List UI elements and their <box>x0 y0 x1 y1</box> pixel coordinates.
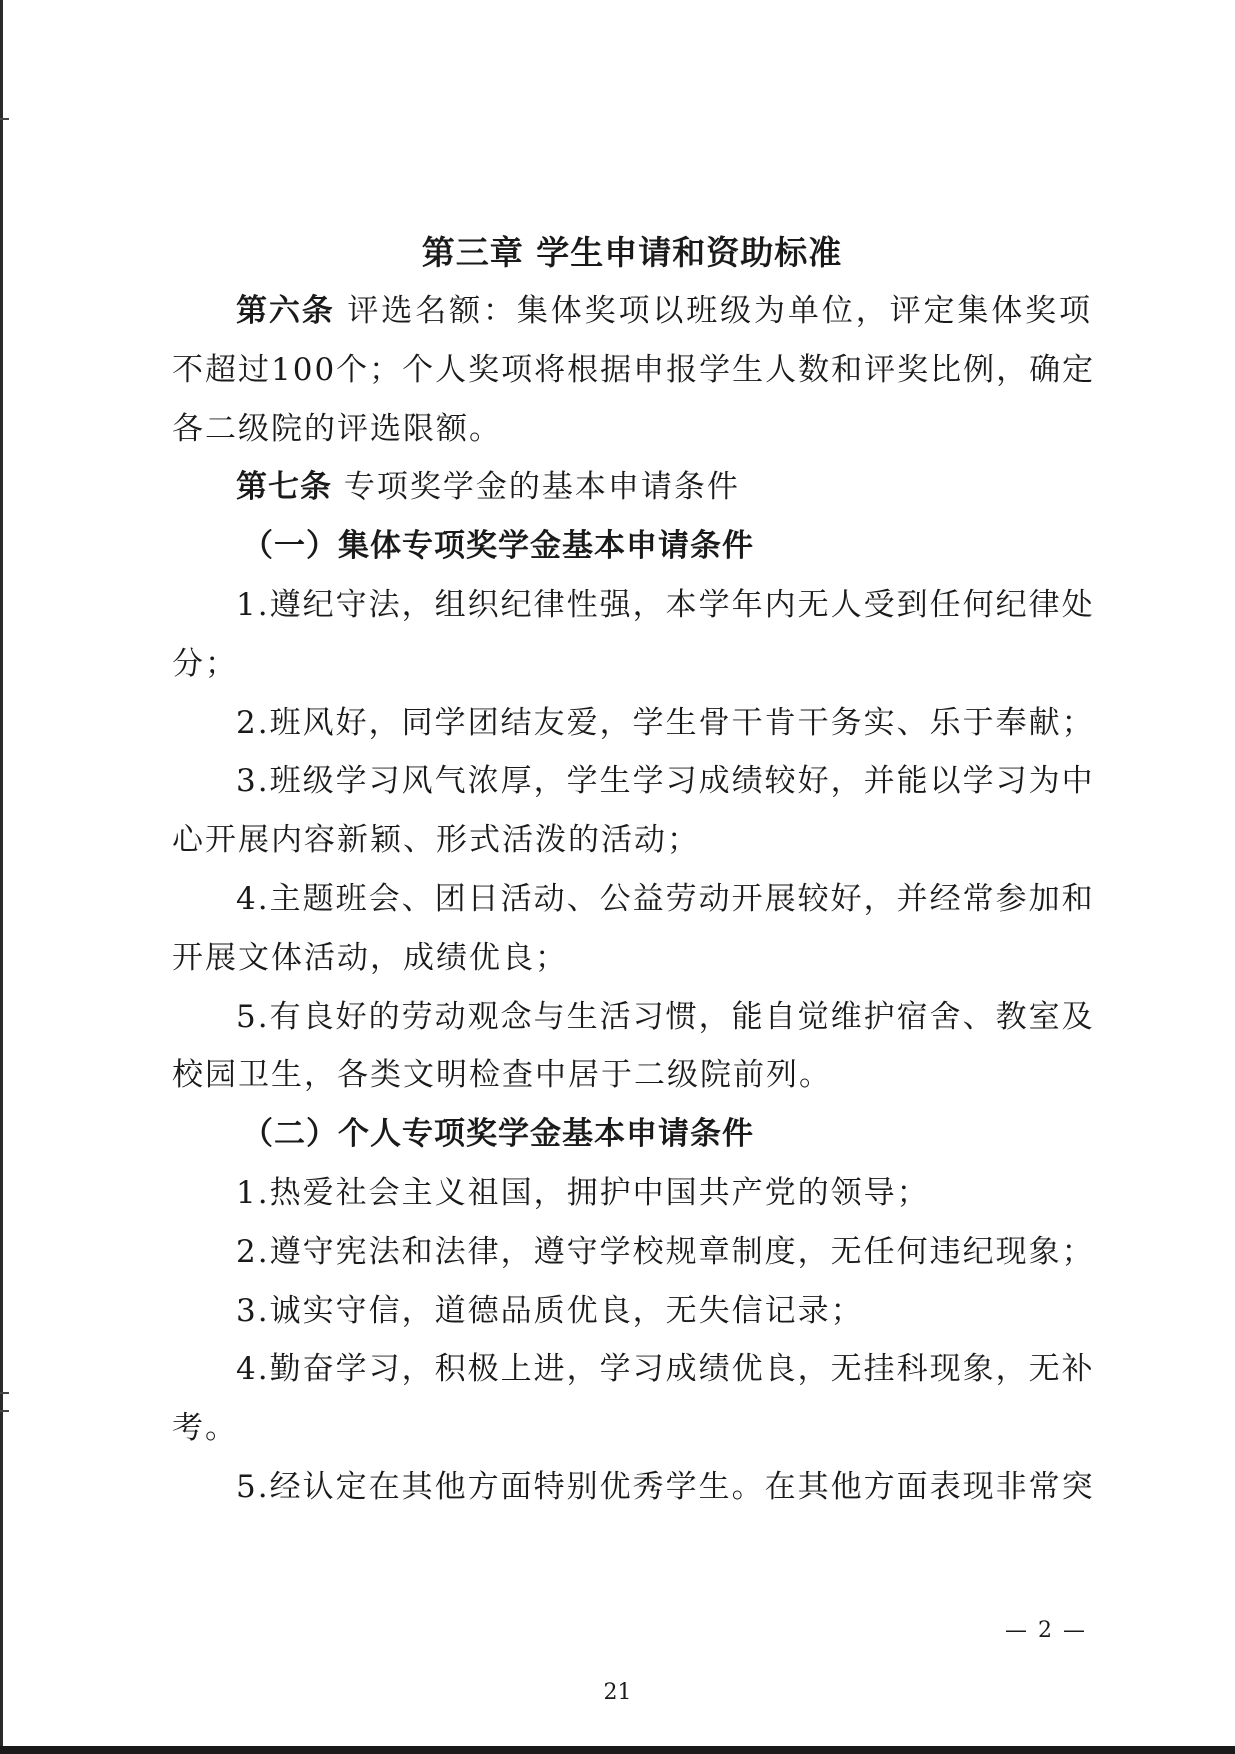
margin-mark <box>0 1392 9 1394</box>
footer-page-number: 21 <box>603 1680 632 1705</box>
document-body <box>172 224 1096 1517</box>
scan-edge-bottom <box>0 1746 1235 1754</box>
section-2-item-2-line-1: 2.遵守宪法和法律，遵守学校规章制度，无任何违纪现象； <box>236 1233 1095 1270</box>
section-2-heading: （二）个人专项奖学金基本申请条件 <box>242 1116 754 1153</box>
inner-page-number: — 2 — <box>1005 1618 1087 1643</box>
section-1-item-3-line-2: 心开展内容新颖、形式活泼的活动； <box>172 822 700 859</box>
article-7-text-1: 专项奖学金的基本申请条件 <box>343 469 740 506</box>
section-1-item-4-line-2: 开展文体活动，成绩优良； <box>172 939 568 976</box>
section-2-item-5-line-1: 5.经认定在其他方面特别优秀学生。在其他方面表现非常突 <box>236 1468 1095 1505</box>
margin-mark <box>0 118 9 120</box>
article-6-line-2: 不超过100个；个人奖项将根据申报学生人数和评奖比例，确定 <box>172 351 1096 388</box>
margin-mark <box>0 1410 9 1412</box>
section-1-item-5-line-2: 校园卫生，各类文明检查中居于二级院前列。 <box>172 1057 832 1094</box>
article-6-label: 第六条 <box>236 293 335 329</box>
section-1-item-1-line-2: 分； <box>172 645 238 682</box>
article-6-line-3: 各二级院的评选限额。 <box>172 410 502 447</box>
section-1-item-3-line-1: 3.班级学习风气浓厚，学生学习成绩较好，并能以学习为中 <box>236 763 1095 800</box>
section-2-item-3-line-1: 3.诚实守信，道德品质优良，无失信记录； <box>236 1292 864 1329</box>
section-2-item-1-line-1: 1.热爱社会主义祖国，拥护中国共产党的领导； <box>236 1174 930 1211</box>
section-1-item-4-line-1: 4.主题班会、团日活动、公益劳动开展较好，并经常参加和 <box>236 880 1095 917</box>
section-2-item-4-line-2: 考。 <box>172 1410 238 1447</box>
scan-edge-left <box>0 0 3 1754</box>
article-7-line-1 <box>172 458 1092 517</box>
section-2-item-4-line-1: 4.勤奋学习，积极上进，学习成绩优良，无挂科现象，无补 <box>236 1351 1095 1388</box>
article-6-text-1: 评选名额：集体奖项以班级为单位，评定集体奖项 <box>347 293 1093 329</box>
chapter-title: 第三章 学生申请和资助标准 <box>421 233 843 272</box>
article-7-label: 第七条 <box>236 469 332 506</box>
section-1-item-2-line-1: 2.班风好，同学团结友爱，学生骨干肯干务实、乐于奉献； <box>236 704 1095 741</box>
article-6-line-1 <box>172 282 1092 341</box>
section-1-item-5-line-1: 5.有良好的劳动观念与生活习惯，能自觉维护宿舍、教室及 <box>236 998 1095 1035</box>
section-1-item-1-line-1: 1.遵纪守法，组织纪律性强，本学年内无人受到任何纪律处 <box>236 586 1095 623</box>
section-1-heading: （一）集体专项奖学金基本申请条件 <box>242 528 754 565</box>
